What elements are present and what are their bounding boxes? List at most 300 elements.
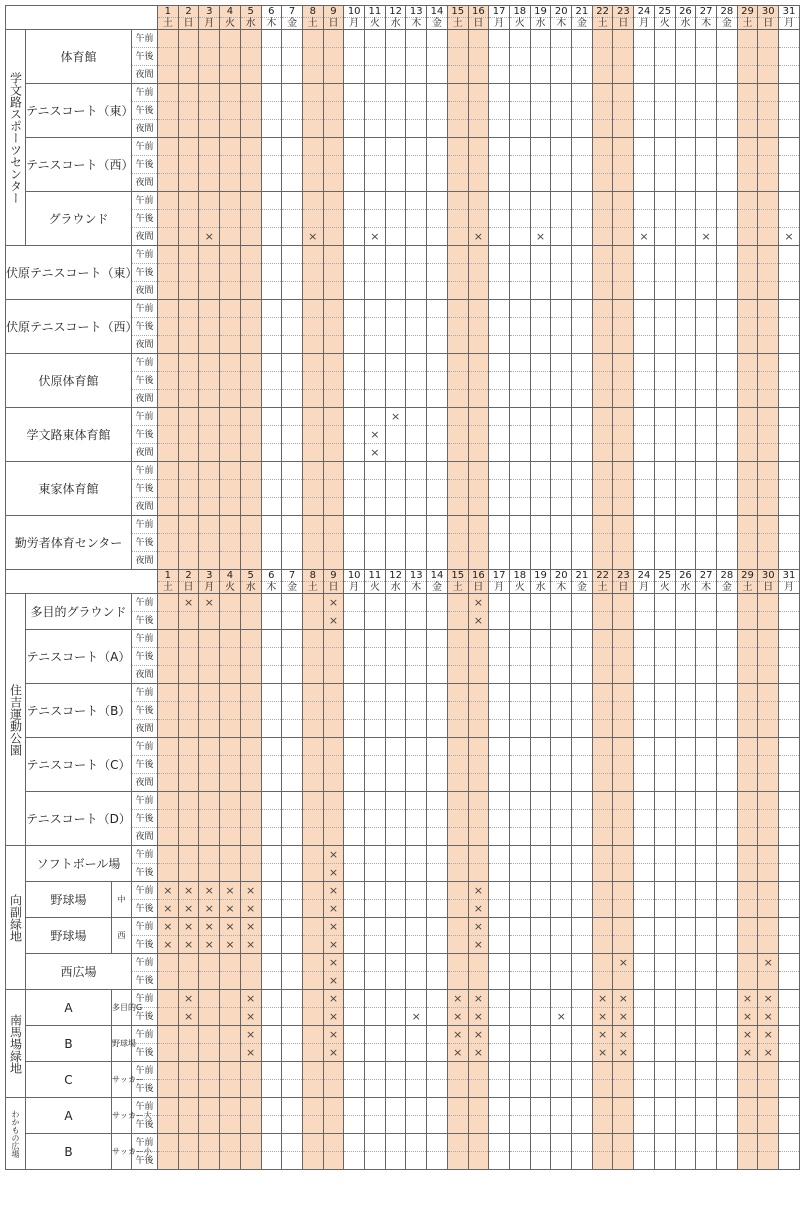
slot-cell — [551, 30, 572, 48]
slot-cell — [302, 426, 323, 444]
slot-cell — [178, 354, 199, 372]
slot-cell — [592, 684, 613, 702]
time-slot-label: 午前 — [132, 594, 158, 612]
slot-cell — [302, 648, 323, 666]
slot-cell — [282, 612, 303, 630]
slot-cell — [406, 864, 427, 882]
slot-cell — [282, 774, 303, 792]
slot-cell — [779, 666, 800, 684]
slot-cell — [282, 1062, 303, 1080]
slot-cell — [654, 720, 675, 738]
slot-cell — [344, 828, 365, 846]
booked-mark: × — [742, 1045, 753, 1059]
booked-mark: × — [225, 919, 235, 933]
slot-cell — [406, 552, 427, 570]
slot-cell — [572, 792, 593, 810]
booked-mark: × — [763, 955, 773, 969]
slot-cell — [178, 1080, 199, 1098]
slot-cell — [489, 228, 510, 246]
slot-cell — [696, 594, 717, 612]
slot-cell — [261, 1008, 282, 1026]
slot-cell — [427, 900, 448, 918]
slot-cell — [592, 120, 613, 138]
slot-cell — [323, 774, 344, 792]
slot-cell — [220, 282, 241, 300]
slot-cell — [302, 612, 323, 630]
slot-cell — [613, 918, 634, 936]
slot-cell — [654, 336, 675, 354]
slot-cell — [551, 882, 572, 900]
slot-cell — [509, 498, 530, 516]
slot-cell — [489, 138, 510, 156]
slot-cell — [178, 1116, 199, 1134]
slot-cell — [406, 756, 427, 774]
slot-cell — [572, 444, 593, 462]
slot-cell — [365, 936, 386, 954]
slot-cell — [261, 864, 282, 882]
slot-cell — [385, 1152, 406, 1170]
day-of-week: 土 — [158, 18, 179, 30]
day-number: 6 — [261, 6, 282, 18]
slot-cell — [592, 972, 613, 990]
slot-cell — [696, 228, 717, 246]
slot-cell — [406, 372, 427, 390]
slot-cell — [427, 954, 448, 972]
slot-cell — [447, 390, 468, 408]
slot-cell — [509, 1062, 530, 1080]
slot-cell — [385, 702, 406, 720]
slot-cell — [323, 408, 344, 426]
slot-cell — [758, 264, 779, 282]
slot-cell — [323, 498, 344, 516]
slot-cell — [199, 462, 220, 480]
slot-cell — [199, 828, 220, 846]
slot-cell — [468, 174, 489, 192]
slot-cell — [158, 846, 179, 864]
slot-cell — [779, 390, 800, 408]
slot-cell — [779, 156, 800, 174]
slot-cell — [530, 1116, 551, 1134]
slot-cell — [240, 426, 261, 444]
slot-cell — [530, 1080, 551, 1098]
slot-cell — [282, 918, 303, 936]
slot-cell — [779, 408, 800, 426]
slot-cell — [240, 516, 261, 534]
slot-cell — [220, 354, 241, 372]
slot-cell — [468, 138, 489, 156]
slot-cell — [365, 594, 386, 612]
slot-cell — [634, 1098, 655, 1116]
slot-cell — [675, 900, 696, 918]
slot-cell — [716, 444, 737, 462]
slot-cell — [468, 552, 489, 570]
slot-cell — [261, 228, 282, 246]
slot-cell — [634, 282, 655, 300]
slot-cell — [613, 1134, 634, 1152]
day-number: 20 — [551, 570, 572, 582]
slot-cell — [634, 228, 655, 246]
day-number: 22 — [592, 570, 613, 582]
slot-cell — [592, 174, 613, 192]
slot-cell — [634, 390, 655, 408]
slot-cell — [572, 864, 593, 882]
slot-cell — [385, 552, 406, 570]
slot-cell — [406, 1134, 427, 1152]
slot-cell — [634, 864, 655, 882]
slot-cell — [572, 1044, 593, 1062]
slot-cell — [696, 1098, 717, 1116]
booked-mark: × — [763, 1027, 773, 1041]
slot-cell — [509, 756, 530, 774]
day-number: 2 — [178, 6, 199, 18]
group-name: 住吉運動公園 — [6, 594, 26, 846]
booked-mark: × — [328, 901, 339, 915]
slot-cell — [344, 84, 365, 102]
slot-cell — [737, 408, 758, 426]
slot-cell — [344, 774, 365, 792]
slot-cell — [489, 192, 510, 210]
slot-cell — [737, 390, 758, 408]
day-of-week: 金 — [282, 18, 303, 30]
slot-cell — [385, 1098, 406, 1116]
slot-cell — [261, 882, 282, 900]
slot-cell — [344, 846, 365, 864]
slot-cell — [654, 552, 675, 570]
day-number: 14 — [427, 6, 448, 18]
booked-mark: × — [225, 883, 235, 897]
slot-cell — [675, 648, 696, 666]
slot-cell — [737, 828, 758, 846]
slot-cell — [385, 1134, 406, 1152]
slot-cell — [344, 228, 365, 246]
slot-cell — [654, 1026, 675, 1044]
slot-cell — [302, 630, 323, 648]
slot-cell — [365, 66, 386, 84]
slot-cell — [716, 1008, 737, 1026]
booked-mark: × — [453, 991, 463, 1005]
slot-cell — [696, 720, 717, 738]
slot-cell — [530, 1152, 551, 1170]
slot-cell — [572, 612, 593, 630]
time-slot-label: 夜間 — [132, 552, 158, 570]
slot-cell — [737, 246, 758, 264]
slot-cell — [758, 810, 779, 828]
slot-cell — [696, 1062, 717, 1080]
slot-cell — [737, 756, 758, 774]
slot-cell — [385, 300, 406, 318]
slot-cell — [613, 936, 634, 954]
slot-cell — [365, 354, 386, 372]
slot-cell — [551, 936, 572, 954]
day-of-week: 水 — [240, 582, 261, 594]
slot-cell — [365, 954, 386, 972]
slot-cell — [365, 516, 386, 534]
slot-cell — [240, 336, 261, 354]
slot-cell — [758, 426, 779, 444]
slot-cell — [592, 138, 613, 156]
slot-cell — [634, 210, 655, 228]
slot-cell — [737, 66, 758, 84]
slot-cell — [406, 1062, 427, 1080]
slot-cell — [158, 954, 179, 972]
slot-cell — [302, 1152, 323, 1170]
slot-cell — [302, 102, 323, 120]
slot-cell — [199, 846, 220, 864]
slot-cell — [178, 792, 199, 810]
slot-cell — [282, 1134, 303, 1152]
slot-cell — [779, 594, 800, 612]
time-slot-label: 午前 — [132, 954, 158, 972]
slot-cell — [468, 900, 489, 918]
slot-cell — [261, 666, 282, 684]
slot-cell — [261, 156, 282, 174]
slot-cell — [365, 648, 386, 666]
slot-cell — [220, 936, 241, 954]
slot-cell — [199, 792, 220, 810]
slot-cell — [758, 1062, 779, 1080]
slot-cell — [220, 246, 241, 264]
slot-cell — [261, 846, 282, 864]
slot-cell — [613, 156, 634, 174]
slot-cell — [261, 120, 282, 138]
slot-cell — [654, 828, 675, 846]
slot-cell — [261, 174, 282, 192]
slot-cell — [489, 462, 510, 480]
slot-cell — [220, 210, 241, 228]
slot-cell — [240, 282, 261, 300]
day-of-week: 日 — [178, 18, 199, 30]
slot-cell — [779, 882, 800, 900]
slot-cell — [385, 48, 406, 66]
slot-cell — [551, 372, 572, 390]
slot-cell — [613, 1116, 634, 1134]
slot-cell — [634, 1008, 655, 1026]
slot-cell — [468, 354, 489, 372]
slot-cell — [468, 246, 489, 264]
slot-cell — [634, 774, 655, 792]
slot-cell — [220, 954, 241, 972]
slot-cell — [158, 918, 179, 936]
slot-cell — [261, 480, 282, 498]
slot-cell — [447, 444, 468, 462]
time-slot-label: 午前 — [132, 30, 158, 48]
slot-cell — [178, 828, 199, 846]
slot-cell — [447, 480, 468, 498]
slot-cell — [551, 318, 572, 336]
slot-cell — [613, 444, 634, 462]
slot-cell — [282, 336, 303, 354]
day-of-week: 木 — [551, 582, 572, 594]
slot-cell — [447, 102, 468, 120]
slot-cell — [385, 954, 406, 972]
day-number: 17 — [489, 6, 510, 18]
slot-cell — [158, 990, 179, 1008]
time-slot-label: 午後 — [132, 900, 158, 918]
slot-cell — [572, 1098, 593, 1116]
day-of-week: 金 — [427, 582, 448, 594]
slot-cell — [199, 648, 220, 666]
slot-cell — [675, 210, 696, 228]
time-slot-label: 午後 — [132, 318, 158, 336]
slot-cell — [489, 534, 510, 552]
slot-cell — [716, 264, 737, 282]
time-slot-label: 午後 — [132, 1152, 158, 1170]
slot-cell — [323, 612, 344, 630]
slot-cell — [779, 318, 800, 336]
slot-cell — [468, 648, 489, 666]
slot-cell — [158, 534, 179, 552]
slot-cell — [427, 630, 448, 648]
slot-cell — [758, 354, 779, 372]
slot-cell — [489, 300, 510, 318]
slot-cell — [716, 1026, 737, 1044]
day-number: 25 — [654, 6, 675, 18]
day-of-week: 土 — [592, 582, 613, 594]
slot-cell — [675, 138, 696, 156]
slot-cell — [592, 552, 613, 570]
slot-cell — [261, 462, 282, 480]
slot-cell — [261, 972, 282, 990]
slot-cell — [737, 1098, 758, 1116]
slot-cell — [282, 246, 303, 264]
slot-cell — [447, 1152, 468, 1170]
slot-cell — [696, 1008, 717, 1026]
slot-cell — [323, 1062, 344, 1080]
slot-cell — [178, 648, 199, 666]
slot-cell — [592, 354, 613, 372]
slot-cell — [696, 192, 717, 210]
slot-cell — [634, 648, 655, 666]
slot-cell — [220, 828, 241, 846]
slot-cell — [447, 66, 468, 84]
slot-cell — [240, 210, 261, 228]
slot-cell — [385, 648, 406, 666]
slot-cell — [592, 936, 613, 954]
slot-cell — [613, 426, 634, 444]
slot-cell — [489, 264, 510, 282]
slot-cell — [468, 1134, 489, 1152]
slot-cell — [323, 900, 344, 918]
slot-cell — [696, 516, 717, 534]
slot-cell — [675, 120, 696, 138]
slot-cell — [779, 444, 800, 462]
slot-cell — [551, 702, 572, 720]
slot-cell — [323, 1152, 344, 1170]
slot-cell — [282, 792, 303, 810]
slot-cell — [675, 354, 696, 372]
slot-cell — [261, 1134, 282, 1152]
slot-cell — [530, 102, 551, 120]
slot-cell — [613, 630, 634, 648]
slot-cell — [447, 426, 468, 444]
slot-cell — [385, 864, 406, 882]
slot-cell — [716, 246, 737, 264]
slot-cell — [468, 666, 489, 684]
slot-cell — [344, 756, 365, 774]
slot-cell — [634, 1062, 655, 1080]
slot-cell — [675, 516, 696, 534]
slot-cell — [737, 1080, 758, 1098]
slot-cell — [323, 1080, 344, 1098]
slot-cell — [406, 534, 427, 552]
slot-cell — [675, 1008, 696, 1026]
slot-cell — [468, 1026, 489, 1044]
slot-cell — [447, 630, 468, 648]
slot-cell — [178, 1008, 199, 1026]
slot-cell — [178, 102, 199, 120]
slot-cell — [447, 534, 468, 552]
slot-cell — [261, 426, 282, 444]
slot-cell — [385, 84, 406, 102]
slot-cell — [468, 1080, 489, 1098]
slot-cell — [551, 1152, 572, 1170]
booked-mark: × — [204, 229, 214, 243]
slot-cell — [592, 828, 613, 846]
slot-cell — [634, 372, 655, 390]
slot-cell — [696, 534, 717, 552]
slot-cell — [282, 318, 303, 336]
slot-cell — [716, 318, 737, 336]
slot-cell — [530, 954, 551, 972]
slot-cell — [261, 498, 282, 516]
slot-cell — [158, 516, 179, 534]
slot-cell — [572, 954, 593, 972]
slot-cell — [406, 702, 427, 720]
slot-cell — [654, 936, 675, 954]
booked-mark: × — [701, 229, 711, 243]
slot-cell — [199, 1062, 220, 1080]
slot-cell — [447, 498, 468, 516]
slot-cell — [282, 282, 303, 300]
slot-cell — [427, 552, 448, 570]
day-number: 1 — [158, 570, 179, 582]
slot-cell — [489, 1008, 510, 1026]
booked-mark: × — [204, 901, 214, 915]
slot-cell — [592, 462, 613, 480]
day-of-week: 火 — [220, 582, 241, 594]
slot-cell — [654, 792, 675, 810]
slot-cell — [220, 1098, 241, 1116]
slot-cell — [634, 552, 655, 570]
slot-cell — [530, 990, 551, 1008]
slot-cell — [406, 480, 427, 498]
slot-cell — [675, 594, 696, 612]
slot-cell — [530, 846, 551, 864]
slot-cell — [696, 1134, 717, 1152]
day-number: 8 — [302, 6, 323, 18]
slot-cell — [468, 426, 489, 444]
slot-cell — [779, 336, 800, 354]
slot-cell — [427, 1098, 448, 1116]
slot-cell — [592, 498, 613, 516]
slot-cell — [613, 498, 634, 516]
day-number: 29 — [737, 6, 758, 18]
slot-cell — [716, 534, 737, 552]
slot-cell — [323, 864, 344, 882]
slot-cell — [675, 792, 696, 810]
slot-cell — [240, 720, 261, 738]
booked-mark: × — [204, 919, 214, 933]
slot-cell — [737, 300, 758, 318]
slot-cell — [365, 498, 386, 516]
slot-cell — [344, 1134, 365, 1152]
slot-cell — [261, 594, 282, 612]
facility-name: 東家体育館 — [6, 462, 132, 516]
slot-cell — [696, 882, 717, 900]
slot-cell — [406, 810, 427, 828]
day-of-week: 水 — [530, 18, 551, 30]
slot-cell — [344, 1098, 365, 1116]
